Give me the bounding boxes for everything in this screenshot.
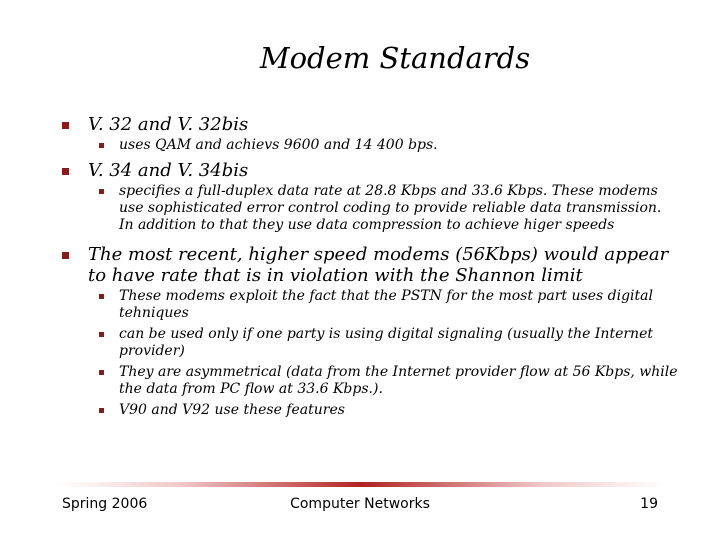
square-bullet-icon	[62, 252, 69, 259]
slide-title: Modem Standards	[259, 41, 531, 75]
square-bullet-icon	[99, 332, 104, 337]
sub-bullet-text: They are asymmetrical (data from the Internet provider flow at 56 Kbps, while the data from PC flow at 33.6 Kbps.).	[119, 364, 678, 397]
bullet-text: V. 32 and V. 32bis	[88, 114, 249, 135]
sub-bullet	[58, 364, 678, 398]
bullet-text: The most recent, higher speed modems (56Kbps) would appear to have rate that is in violation with the Shannon limit	[88, 244, 669, 286]
bullet-v32	[58, 114, 678, 135]
sub-bullet-text: specifies a full-duplex data rate at 28.8 Kbps and 33.6 Kbps. These modems use sophisticated error control coding to provide reliable data transmission. In addition to that they use data compression to achieve higer speeds	[119, 183, 662, 233]
bullet-v34	[58, 160, 678, 181]
footer-date: Spring 2006	[62, 496, 148, 512]
square-bullet-icon	[99, 408, 104, 413]
sub-bullet-text: uses QAM and achievs 9600 and 14 400 bps.	[119, 137, 438, 153]
sub-bullet-text: V90 and V92 use these features	[119, 402, 345, 418]
square-bullet-icon	[62, 168, 69, 175]
square-bullet-icon	[99, 143, 104, 148]
square-bullet-icon	[99, 370, 104, 375]
square-bullet-icon	[99, 294, 104, 299]
footer-divider	[58, 482, 666, 487]
bullet-56k	[58, 244, 678, 286]
bullet-text: V. 34 and V. 34bis	[88, 160, 249, 181]
sub-bullet-text: can be used only if one party is using digital signaling (usually the Internet provider)	[119, 326, 653, 359]
sub-bullet	[58, 137, 678, 154]
square-bullet-icon	[99, 189, 104, 194]
slide-number: 19	[640, 496, 658, 512]
sub-bullet	[58, 288, 678, 322]
sub-bullet-text: These modems exploit the fact that the PSTN for the most part uses digital tehniques	[119, 288, 653, 321]
footer-course: Computer Networks	[290, 496, 430, 512]
sub-bullet	[58, 402, 678, 419]
square-bullet-icon	[62, 122, 69, 129]
sub-bullet	[58, 183, 678, 234]
sub-bullet	[58, 326, 678, 360]
slide-content	[58, 114, 678, 423]
